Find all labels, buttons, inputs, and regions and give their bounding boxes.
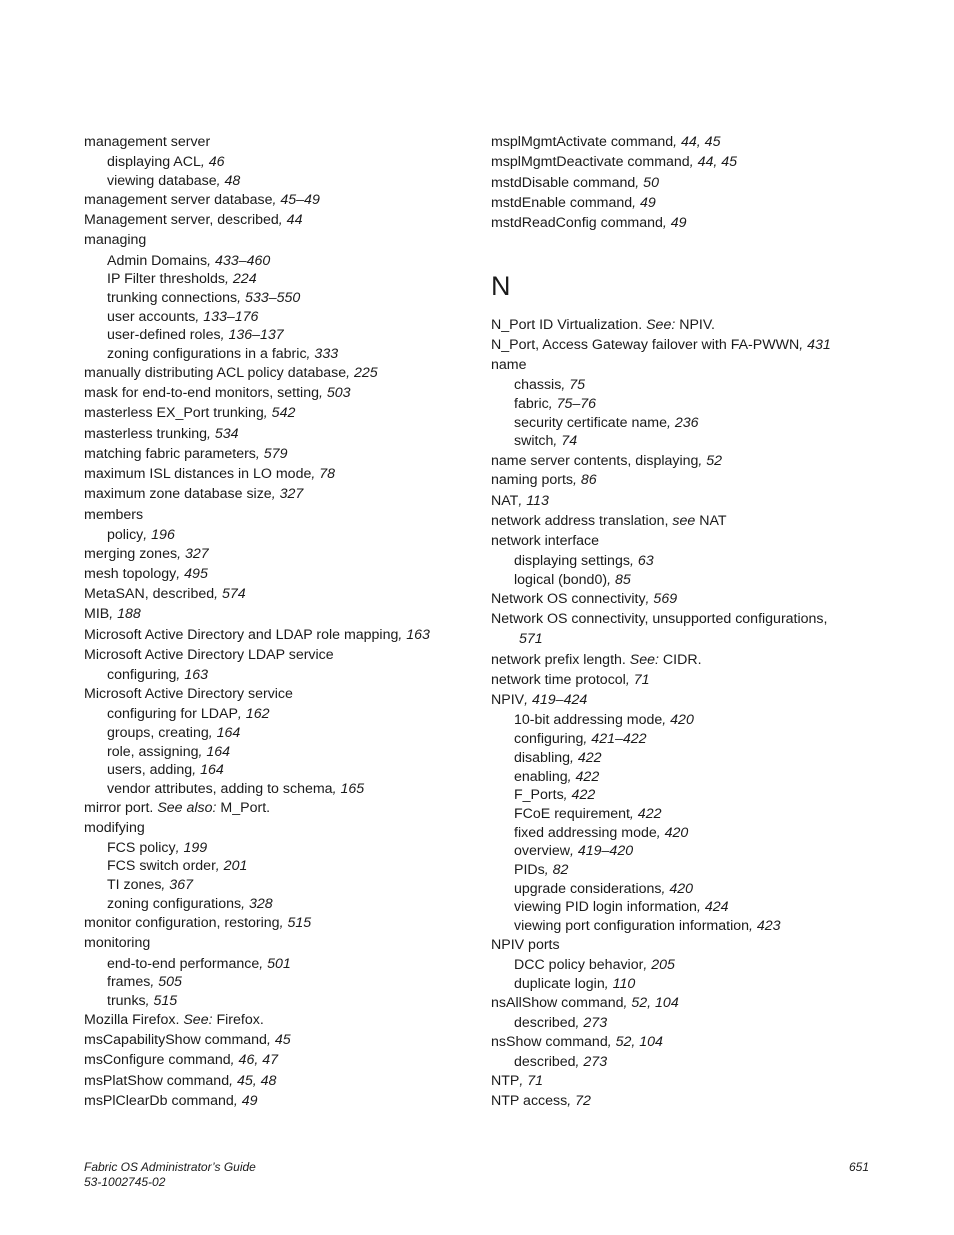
index-term: mstdDisable command [491, 175, 636, 191]
index-term: disabling [514, 750, 571, 766]
page-reference: , 45, 48 [229, 1073, 277, 1089]
page-reference: , 419–420 [569, 843, 634, 859]
index-term: masterless trunking [84, 426, 208, 442]
index-term: network interface [491, 533, 600, 549]
index-term: configuring [514, 731, 584, 747]
index-term: IP Filter thresholds [107, 271, 226, 287]
index-term: network time protocol [491, 672, 626, 688]
page-reference: , 164 [198, 744, 231, 760]
index-entry [84, 231, 146, 249]
index-term: upgrade considerations [514, 881, 662, 897]
page-reference: , 71 [625, 672, 650, 688]
index-entry [491, 194, 656, 212]
index-term: described [514, 1054, 576, 1070]
index-term: Network OS connectivity [491, 591, 646, 607]
index-subentry [514, 824, 688, 842]
index-entry [491, 512, 727, 530]
index-term: end-to-end performance [107, 956, 260, 972]
index-term: mirror port. [84, 800, 158, 816]
index-term: management server [84, 134, 211, 150]
index-term: Admin Domains [107, 253, 208, 269]
page-reference: , 196 [143, 527, 175, 543]
index-subentry [514, 552, 654, 570]
index-term: modifying [84, 820, 145, 836]
index-term: msPlatShow command [84, 1073, 230, 1089]
index-entry [84, 133, 210, 151]
index-entry [491, 356, 527, 374]
page-reference: , 86 [573, 472, 597, 488]
index-subentry [107, 876, 193, 894]
page-reference: , 49 [662, 215, 687, 231]
see-reference-target: NAT [695, 513, 727, 529]
page-reference: , 113 [518, 493, 549, 509]
page-reference: , 48 [216, 173, 241, 189]
index-subentry [107, 153, 225, 171]
page-reference: , 495 [176, 566, 208, 582]
index-subentry [107, 289, 300, 307]
index-subentry [514, 917, 781, 935]
index-subentry [107, 973, 182, 991]
index-term: user accounts [107, 309, 196, 325]
index-subentry [107, 780, 364, 798]
page-reference: , 205 [643, 957, 675, 973]
index-entry [491, 452, 722, 470]
index-term: zoning configurations [107, 896, 242, 912]
index-entry [491, 691, 587, 709]
index-term: network address translation, [491, 513, 673, 529]
page-reference: , 72 [567, 1093, 591, 1109]
index-term: displaying ACL [107, 154, 201, 170]
page-reference: , 45 [266, 1032, 291, 1048]
page-reference: , 327 [177, 546, 209, 562]
index-subentry [514, 711, 694, 729]
page-reference: , 420 [661, 881, 694, 897]
index-term: PIDs [514, 862, 545, 878]
index-entry [491, 174, 659, 192]
index-term: name server contents, displaying [491, 453, 699, 469]
index-term: logical (bond0) [514, 572, 608, 588]
index-subentry [107, 761, 224, 779]
index-term: Microsoft Active Directory LDAP service [84, 647, 334, 663]
index-subentry [514, 395, 596, 413]
index-term: NPIV [491, 692, 525, 708]
index-subentry [514, 898, 729, 916]
page-reference: , 433–460 [207, 253, 271, 269]
index-subentry [514, 571, 631, 589]
index-subentry [107, 252, 270, 270]
index-term: viewing port configuration information [514, 918, 750, 934]
index-term: chassis [514, 377, 562, 393]
index-entry [491, 1033, 663, 1051]
index-entry [84, 445, 287, 463]
page-reference: , 163 [176, 667, 208, 683]
index-term: described [514, 1015, 576, 1031]
page-reference: , 201 [215, 858, 248, 874]
page-reference: , 423 [749, 918, 781, 934]
index-term: mask for end-to-end monitors, setting [84, 385, 319, 401]
footer-left [84, 1160, 256, 1190]
index-term: FCoE requirement [514, 806, 630, 822]
index-subentry [514, 842, 633, 860]
index-term: switch [514, 433, 554, 449]
index-term: enabling [514, 769, 568, 785]
page-reference: , 503 [319, 385, 351, 401]
page-reference: , 165 [332, 781, 365, 797]
page-reference: , 52, 104 [623, 995, 679, 1011]
footer-document-title: Fabric OS Administrator’s Guide [84, 1160, 256, 1174]
index-term: monitoring [84, 935, 151, 951]
index-term: maximum ISL distances in LO mode [84, 466, 312, 482]
index-term: MIB [84, 606, 110, 622]
page-reference: , 421–422 [583, 731, 647, 747]
page-reference: , 333 [306, 346, 339, 362]
index-subentry [107, 326, 284, 344]
page-reference: , 422 [629, 806, 662, 822]
page-reference: , 110 [604, 976, 636, 992]
index-entry [491, 316, 715, 334]
index-entry [84, 799, 270, 817]
page-reference: , 44, 45 [689, 154, 738, 170]
index-term: displaying settings [514, 553, 630, 569]
index-term: msConfigure command [84, 1052, 231, 1068]
index-subentry [107, 308, 258, 326]
index-entry [84, 626, 430, 644]
index-subentry [107, 270, 257, 288]
index-term: manually distributing ACL policy database [84, 365, 347, 381]
index-entry [84, 1051, 278, 1069]
index-subentry [107, 526, 175, 544]
page-reference: , 71 [519, 1073, 544, 1089]
index-entry [84, 545, 209, 563]
index-subentry [514, 1014, 607, 1032]
page-reference: , 75–76 [548, 396, 597, 412]
index-term: N_Port ID Virtualization. [491, 317, 647, 333]
page-reference: , 501 [259, 956, 291, 972]
index-subentry [514, 805, 661, 823]
see-reference-label: see [672, 513, 696, 529]
index-entry [84, 685, 293, 703]
index-term: matching fabric parameters [84, 446, 256, 462]
page-reference: , 422 [570, 750, 602, 766]
index-entry [491, 471, 597, 489]
index-term: msCapabilityShow command [84, 1032, 267, 1048]
index-term: viewing PID login information [514, 899, 697, 915]
page-reference: , 533–550 [237, 290, 301, 306]
page-reference: , 419–424 [524, 692, 588, 708]
page-reference: , 569 [645, 591, 678, 607]
page-reference: , 52, 104 [607, 1034, 663, 1050]
index-term: overview [514, 843, 570, 859]
see-reference-label: See: [183, 1012, 213, 1028]
index-subentry [107, 955, 291, 973]
footer-document-number: 53-1002745-02 [84, 1175, 166, 1189]
page-reference: , 78 [311, 466, 336, 482]
index-entry [84, 1031, 291, 1049]
index-subentry [107, 743, 230, 761]
index-subentry [107, 705, 269, 723]
index-term: name [491, 357, 527, 373]
index-subentry [514, 768, 599, 786]
index-term: managing [84, 232, 147, 248]
index-term: user-defined roles [107, 327, 221, 343]
index-entry [84, 211, 302, 229]
index-term: NPIV ports [491, 937, 560, 953]
index-subentry [514, 749, 602, 767]
page-reference: , 133–176 [195, 309, 259, 325]
index-entry [84, 485, 303, 503]
footer-page-number: 651 [849, 1160, 870, 1174]
index-term: FCS switch order [107, 858, 216, 874]
index-subentry [514, 861, 568, 879]
index-term: NAT [491, 493, 519, 509]
index-subentry [107, 345, 338, 363]
page-reference: , 224 [225, 271, 257, 287]
index-entry [84, 364, 378, 382]
section-heading-n: N [491, 271, 511, 301]
index-entry [84, 506, 143, 524]
page-reference: , 199 [175, 840, 208, 856]
index-entry [491, 1072, 543, 1090]
index-entry [491, 610, 827, 628]
page-reference: , 44 [278, 212, 303, 228]
index-entry [84, 465, 335, 483]
index-term: trunks [107, 993, 146, 1009]
index-term: configuring for LDAP [107, 706, 238, 722]
index-entry [84, 605, 141, 623]
page-reference: , 164 [208, 725, 241, 741]
index-term: N_Port, Access Gateway failover with FA-PWWN [491, 337, 800, 353]
page-reference: , 50 [635, 175, 659, 191]
index-entry [84, 191, 320, 209]
index-term: role, assigning [107, 744, 199, 760]
index-entry [491, 936, 560, 954]
see-reference-target: M_Port. [216, 800, 271, 816]
index-term: 10-bit addressing mode [514, 712, 663, 728]
index-term: trunking connections [107, 290, 238, 306]
see-reference-label: See: [646, 317, 676, 333]
page-reference: , 515 [145, 993, 178, 1009]
index-subentry [514, 414, 699, 432]
index-term: msPlClearDb command [84, 1093, 234, 1109]
index-entry [491, 1092, 591, 1110]
index-subentry [514, 1053, 607, 1071]
page-reference: , 431 [799, 337, 831, 353]
index-entry [491, 532, 599, 550]
index-subentry [514, 432, 577, 450]
page-reference: , 164 [192, 762, 224, 778]
index-entry [84, 565, 208, 583]
index-term: mstdReadConfig command [491, 215, 663, 231]
index-entry [84, 1011, 264, 1029]
index-term: NTP [491, 1073, 520, 1089]
index-entry [84, 914, 311, 932]
index-term: Management server, described [84, 212, 279, 228]
index-term: fabric [514, 396, 549, 412]
page-reference: , 45–49 [272, 192, 320, 208]
index-entry [491, 590, 677, 608]
index-subentry [107, 992, 177, 1010]
index-entry [491, 651, 702, 669]
index-term: msplMgmtActivate command [491, 134, 674, 150]
see-reference-label: See also: [157, 800, 217, 816]
page-reference: , 327 [271, 486, 304, 502]
index-subentry [514, 956, 675, 974]
index-entry [84, 1072, 276, 1090]
index-subentry [107, 857, 247, 875]
index-term: policy [107, 527, 144, 543]
page-reference: , 236 [666, 415, 699, 431]
page-reference: , 273 [575, 1015, 608, 1031]
index-term: naming ports [491, 472, 574, 488]
index-term: msplMgmtDeactivate command [491, 154, 690, 170]
index-entry [84, 425, 239, 443]
index-term: users, adding [107, 762, 193, 778]
page-reference: , 505 [150, 974, 182, 990]
page-reference: , 85 [607, 572, 631, 588]
see-reference-target: Firefox. [212, 1012, 264, 1028]
page-reference: , 420 [662, 712, 694, 728]
page-reference: 571 [519, 631, 543, 647]
index-subentry [519, 630, 543, 648]
index-entry [491, 214, 687, 232]
index-entry [84, 404, 295, 422]
page-reference: , 49 [233, 1093, 258, 1109]
index-entry [84, 384, 351, 402]
index-subentry [514, 975, 635, 993]
index-term: viewing database [107, 173, 217, 189]
page-reference: , 579 [255, 446, 288, 462]
index-term: Mozilla Firefox. [84, 1012, 184, 1028]
index-term: Microsoft Active Directory and LDAP role mapping [84, 627, 399, 643]
page-reference: , 225 [346, 365, 378, 381]
page-reference: , 74 [553, 433, 578, 449]
index-term: merging zones [84, 546, 178, 562]
index-term: F_Ports [514, 787, 564, 803]
page-reference: , 163 [398, 627, 430, 643]
index-entry [491, 153, 737, 171]
index-term: TI zones [107, 877, 162, 893]
index-term: nsAllShow command [491, 995, 624, 1011]
index-subentry [514, 730, 647, 748]
index-term: vendor attributes, adding to schema [107, 781, 333, 797]
page-reference: , 136–137 [220, 327, 284, 343]
page-reference: , 542 [263, 405, 296, 421]
index-entry [491, 994, 679, 1012]
index-entry [84, 1092, 257, 1110]
index-term: NTP access [491, 1093, 568, 1109]
index-entry [84, 585, 246, 603]
index-term: FCS policy [107, 840, 176, 856]
index-entry [84, 819, 145, 837]
index-term: members [84, 507, 144, 523]
page-reference: , 273 [575, 1054, 608, 1070]
index-subentry [107, 666, 208, 684]
page-reference: , 52 [698, 453, 723, 469]
see-reference-target: NPIV. [675, 317, 715, 333]
index-entry [84, 646, 334, 664]
index-term: zoning configurations in a fabric [107, 346, 307, 362]
see-reference-label: See: [629, 652, 659, 668]
page-reference: , 420 [656, 825, 689, 841]
page-reference: , 46 [200, 154, 225, 170]
page-reference: , 422 [567, 769, 600, 785]
page-reference: , 328 [241, 896, 273, 912]
page-reference: , 162 [237, 706, 270, 722]
index-term: mstdEnable command [491, 195, 633, 211]
index-term: groups, creating [107, 725, 209, 741]
index-entry [491, 492, 549, 510]
index-term: Network OS connectivity, unsupported configurations, [491, 611, 828, 627]
page-reference: , 49 [632, 195, 656, 211]
index-subentry [107, 895, 273, 913]
page-reference: , 46, 47 [230, 1052, 279, 1068]
index-term: configuring [107, 667, 177, 683]
page-reference: , 574 [214, 586, 246, 602]
index-entry [84, 934, 150, 952]
page-reference: , 44, 45 [673, 134, 721, 150]
index-subentry [514, 880, 693, 898]
page-reference: , 424 [696, 899, 729, 915]
page-reference: , 422 [563, 787, 596, 803]
page-reference: , 515 [279, 915, 312, 931]
index-term: frames [107, 974, 151, 990]
see-reference-target: CIDR. [658, 652, 702, 668]
index-term: nsShow command [491, 1034, 608, 1050]
index-subentry [514, 376, 585, 394]
index-entry [491, 133, 720, 151]
page-reference: , 367 [161, 877, 193, 893]
index-term: DCC policy behavior [514, 957, 644, 973]
page-reference: , 534 [207, 426, 239, 442]
index-entry [491, 671, 650, 689]
index-subentry [107, 172, 240, 190]
page-reference: , 82 [544, 862, 569, 878]
index-term: management server database [84, 192, 273, 208]
page-reference: , 75 [561, 377, 585, 393]
index-term: security certificate name [514, 415, 667, 431]
index-term: masterless EX_Port trunking [84, 405, 264, 421]
index-term: duplicate login [514, 976, 605, 992]
index-term: mesh topology [84, 566, 177, 582]
index-term: MetaSAN, described [84, 586, 215, 602]
index-term: fixed addressing mode [514, 825, 657, 841]
index-entry [491, 336, 831, 354]
index-term: monitor configuration, restoring [84, 915, 280, 931]
page-reference: , 188 [109, 606, 141, 622]
index-subentry [514, 786, 595, 804]
index-subentry [107, 724, 240, 742]
index-term: network prefix length. [491, 652, 630, 668]
index-term: Microsoft Active Directory service [84, 686, 293, 702]
page-reference: , 63 [629, 553, 654, 569]
index-subentry [107, 839, 207, 857]
index-term: maximum zone database size [84, 486, 272, 502]
